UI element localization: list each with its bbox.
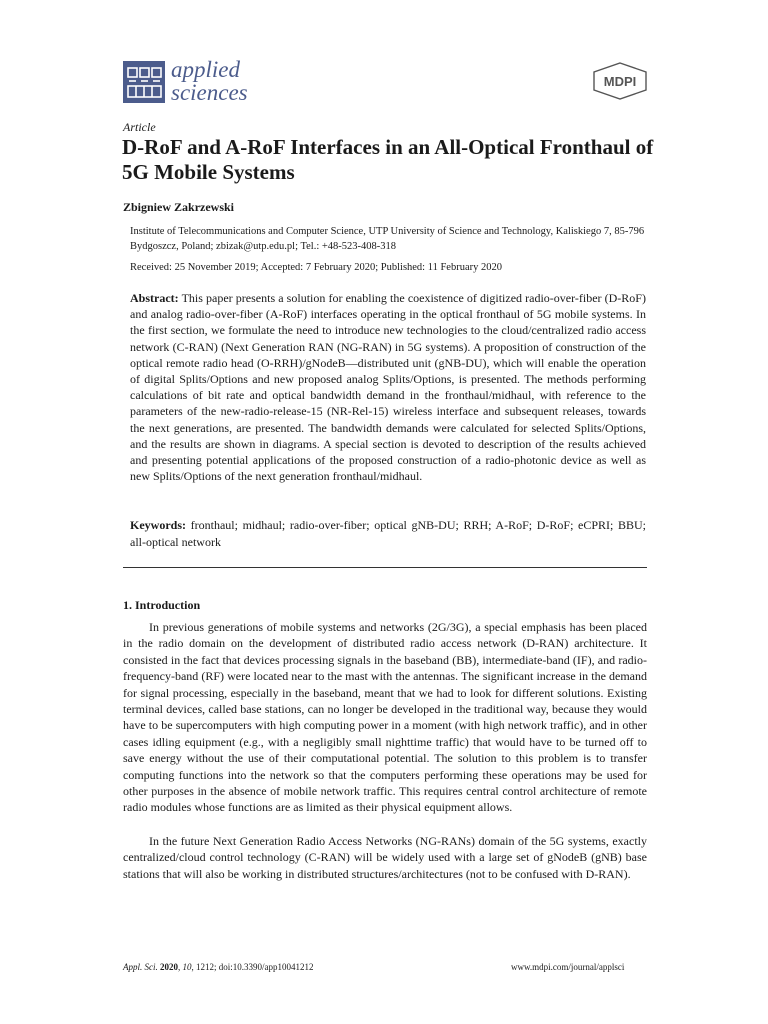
journal-name-line2: sciences (171, 80, 248, 105)
body-paragraph: In the future Next Generation Radio Access Networks (NG-RANs) domain of the 5G systems, exactly centralized/cloud control technology (C-RAN) will be widely used with a large set of gNodeB (gNB) base stations that will also be working in distributed structures/architectures (not to be confused with D-RAN). (123, 834, 647, 881)
journal-name (171, 58, 248, 104)
citation-year: 2020 (160, 962, 178, 972)
journal-logo-icon (123, 61, 165, 103)
keywords-label: Keywords: (130, 518, 186, 532)
abstract-label: Abstract: (130, 291, 179, 305)
journal-name-line1: applied (171, 57, 240, 82)
abstract (130, 290, 646, 484)
section-divider (123, 567, 647, 568)
journal-abbrev: Appl. Sci. (123, 962, 158, 972)
publisher-name: MDPI (603, 74, 637, 89)
abstract-text: This paper presents a solution for enabling the coexistence of digitized radio-over-fiber (D-RoF) and analog radio-over-fiber (A-RoF) interfaces operating in the optical fronthaul of 5G mobile systems. In the first section, we formulate the need to introduce new technologies to the cloud/centralized radio access network (C-RAN) (Next Generation RAN (NG-RAN) in 5G systems). A proposition of construction of the optical remote radio head (O-RRH)/gNodeB—distributed unit (gNB-DU), which will enable the operation of digital Splits/Options and new proposed analog Splits/Options, is presented. The methods performing calculations of bit rate and optical bandwidth demand in the fronthaul/midhaul, with reference to the parameters of the new-radio-release-15 (NR-Rel-15) wireless interface and subsequent releases, towards the next generations, are presented. The bandwidth demands were calculated for selected Splits/Options, and the results are shown in diagrams. A special section is devoted to description of the results achieved and presenting potential applications of the proposed construction of a radio-photonic device as well as new Splits/Options of the next generation fronthaul/midhaul. (130, 291, 646, 484)
citation-doi: , 1212; doi:10.3390/app10041212 (191, 962, 314, 972)
citation-footer: Appl. Sci. 2020, 10, 1212; doi:10.3390/app10041212 (123, 962, 314, 972)
keywords (130, 517, 646, 551)
publication-dates: Received: 25 November 2019; Accepted: 7 February 2020; Published: 11 February 2020 (130, 262, 502, 273)
body-paragraph: In previous generations of mobile systems and networks (2G/3G), a special emphasis has been placed in the radio domain on the development of distributed radio access network (D-RAN) architecture. It consisted in the fact that devices processing signals in the baseband (BB), intermediate-band (IF), and radio-frequency-band (RF) were located near to the mast with the antennas. The significant increase in the demand for signal processing, especially in the baseband, meant that we had to look for different solutions. Existing terminal devices, called base stations, can no longer be developed in the traditional way, because they would have to be supercomputers with high computing power in a moment (with high network traffic), and in other cases idling equipment (e.g., with a negligibly small nighttime traffic) that would have to be turned off to save energy without the use of their computational potential. The solution to this problem is to transfer computing functions into the network so that the computers performing these operations may be used for other purposes in the absence of mobile network traffic. This requires central control architecture of remote radio modules whose functions are as limited as their physical equipment allows. (123, 620, 647, 815)
publisher-logo (592, 62, 648, 100)
affiliation: Institute of Telecommunications and Computer Science, UTP University of Science and Technology, Kaliskiego 7, 85-796 Bydgoszcz, Poland; zbizak@utp.edu.pl; Tel.: +48-523-408-318 (130, 226, 645, 252)
paper-title: D-RoF and A-RoF Interfaces in an All-Optical Fronthaul of 5G Mobile Systems (122, 135, 654, 184)
article-type: Article (123, 120, 156, 134)
citation-volume: 10 (182, 962, 192, 972)
section-heading: 1. Introduction (123, 598, 201, 612)
author-name: Zbigniew Zakrzewski (123, 200, 235, 214)
journal-url[interactable]: www.mdpi.com/journal/applsci (511, 962, 625, 972)
keywords-text: fronthaul; midhaul; radio-over-fiber; optical gNB-DU; RRH; A-RoF; D-RoF; eCPRI; BBU; all-optical network (130, 518, 647, 549)
